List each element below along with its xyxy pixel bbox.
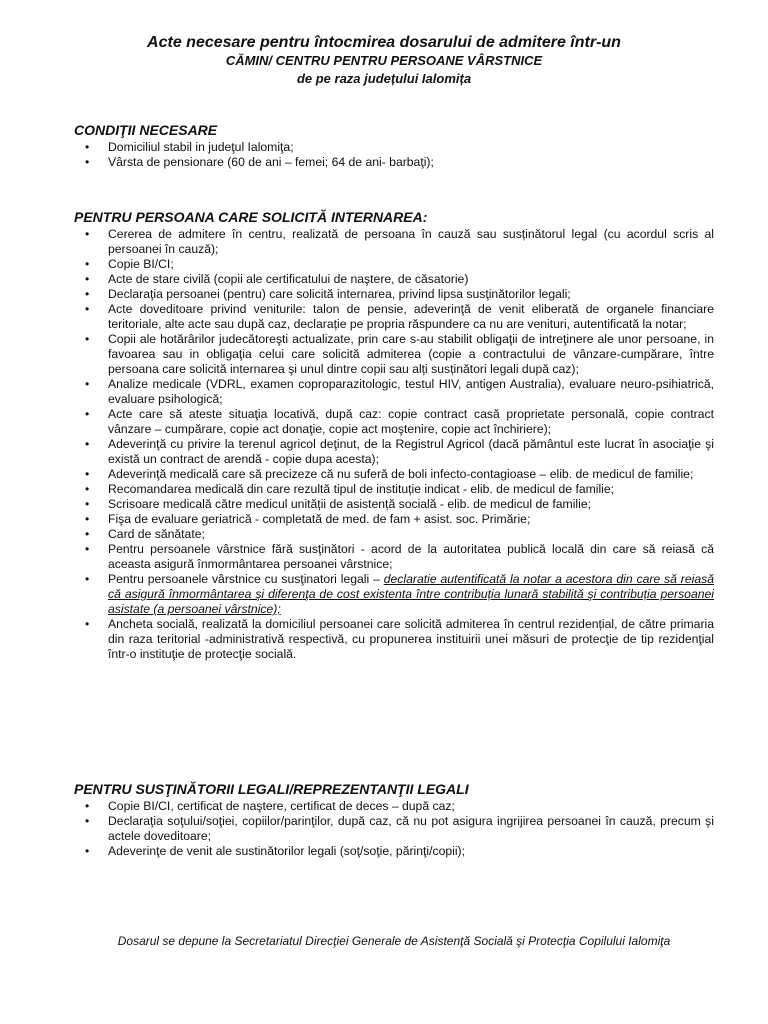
list-item: • Pentru persoanele vârstnice fără susţinători - acord de la autoritatea publică locală din care să reiasă că aceasta asigură înmormântarea persoanei vârstnice;	[74, 542, 714, 572]
conditions-list	[74, 140, 714, 170]
list-item: • Declaraţia persoanei (pentru) care solicită internarea, privind lipsa susţinătorilor legali;	[74, 287, 714, 302]
list-item: • Cererea de admitere în centru, realizată de persoana în cauză sau susținătorul legal (cu acordul scris al persoanei în cauză);	[74, 227, 714, 257]
guardian-item-underlined: declaratie autentificată la notar a acestora din care să reiasă că asigură înmormântarea şi diferenţa de cost existenta între contribuția lunară stabilită şi contribuția persoanei asistate (a persoanei vârstnice);	[108, 572, 714, 616]
document-subtitle: CĂMIN/ CENTRU PENTRU PERSOANE VÂRSTNICE	[225, 53, 543, 68]
applicant-list	[74, 227, 714, 662]
list-item: • Adeverinţă cu privire la terenul agricol deţinut, de la Registrul Agricol (dacă pământul este lucrat în asociaţie şi există un contract de arendă - copie dupa acesta);	[74, 437, 714, 467]
list-item: • Acte care să ateste situaţia locativă, după caz: copie contract casă proprietate personală, copie contract vânzare – cumpărare, copie act donaţie, copie act moştenire, copie act închiriere);	[74, 407, 714, 437]
document-region: de pe raza județului Ialomița	[296, 71, 472, 86]
list-item: • Fişa de evaluare geriatrică - completată de med. de fam + asist. soc. Primărie;	[74, 512, 714, 527]
guardians-list	[74, 799, 714, 859]
guardian-item-prefix: Pentru persoanele vârstnice cu susţinatori legali –	[108, 572, 384, 586]
footer-note: Dosarul se depune la Secretariatul Direcţiei Generale de Asistenţă Socială şi Protecţia Copilului Ialomiţa	[117, 934, 671, 948]
list-item: • Declaraţia soţului/soţiei, copiilor/parinţilor, după caz, că nu pot asigura ingrijirea persoanei în cauză, precum şi actele doveditoare;	[74, 814, 714, 844]
list-item: • Ancheta socială, realizată la domiciliul persoanei care solicită admiterea în centrul rezidențial, de către primaria din raza teritorial -administrativă respectivă, cu propunerea instituirii unei măsuri de protecţie de tip rezidenţial într-o instituţie de protecţie socială.	[74, 617, 714, 662]
section-heading: PENTRU SUSŢINĂTORII LEGALI/REPREZENTANŢII LEGALI	[74, 781, 469, 797]
list-item: • Copie BI/CI, certificat de naştere, certificat de deces – după caz;	[74, 799, 714, 814]
list-item: • Analize medicale (VDRL, examen coproparazitologic, testul HIV, antigen Australia), evaluare neuro-psihiatrică, evaluare psihologică;	[74, 377, 714, 407]
document-title: Acte necesare pentru întocmirea dosarului de admitere într-un	[147, 34, 621, 51]
list-item: • Adeverinţe de venit ale sustinătorilor legali (soţ/soţie, părinţi/copii);	[74, 844, 714, 859]
section-heading: CONDIŢII NECESARE	[74, 122, 218, 138]
section-guardians	[74, 781, 714, 859]
list-item: • Card de sănătate;	[74, 527, 714, 542]
list-item: • Adeverinţă medicală care să precizeze că nu suferă de boli infecto-contagioase – elib. de medicul de familie;	[74, 467, 714, 482]
list-item: • Copie BI/CI;	[74, 257, 714, 272]
list-item: • Recomandarea medicală din care rezultă tipul de instituție indicat - elib. de medicul de familie;	[74, 482, 714, 497]
list-item: • Vârsta de pensionare (60 de ani – femei; 64 de ani- barbaţi);	[74, 155, 714, 170]
list-item: • Acte doveditoare privind veniturile: talon de pensie, adeverinţă de venit eliberată de organele financiare teritoriale, alte acte sau după caz, declarație pe propria răspundere ca nu are venituri, autentificată la notar;	[74, 302, 714, 332]
section-conditions	[74, 122, 714, 170]
list-item-guardian-declaration	[74, 572, 714, 617]
section-applicant	[74, 209, 714, 662]
list-item: • Copii ale hotărârilor judecătoreşti actualizate, prin care s-au stabilit obligaţii de intreţinere ale unor persoane, in favoarea sau in obligaţia celui care solicită admiterea (copie a contractului de vânzare-cumpărare, între persoana care solicită internarea şi unul dintre copii sau alți susținători legali după caz);	[74, 332, 714, 377]
section-heading: PENTRU PERSOANA CARE SOLICITĂ INTERNAREA:	[74, 209, 428, 225]
list-item: • Scrisoare medicală către medicul unității de asistență socială - elib. de medicul de familie;	[74, 497, 714, 512]
list-item: • Domiciliul stabil in judeţul Ialomiţa;	[74, 140, 714, 155]
list-item: • Acte de stare civilă (copii ale certificatului de naştere, de căsatorie)	[74, 272, 714, 287]
